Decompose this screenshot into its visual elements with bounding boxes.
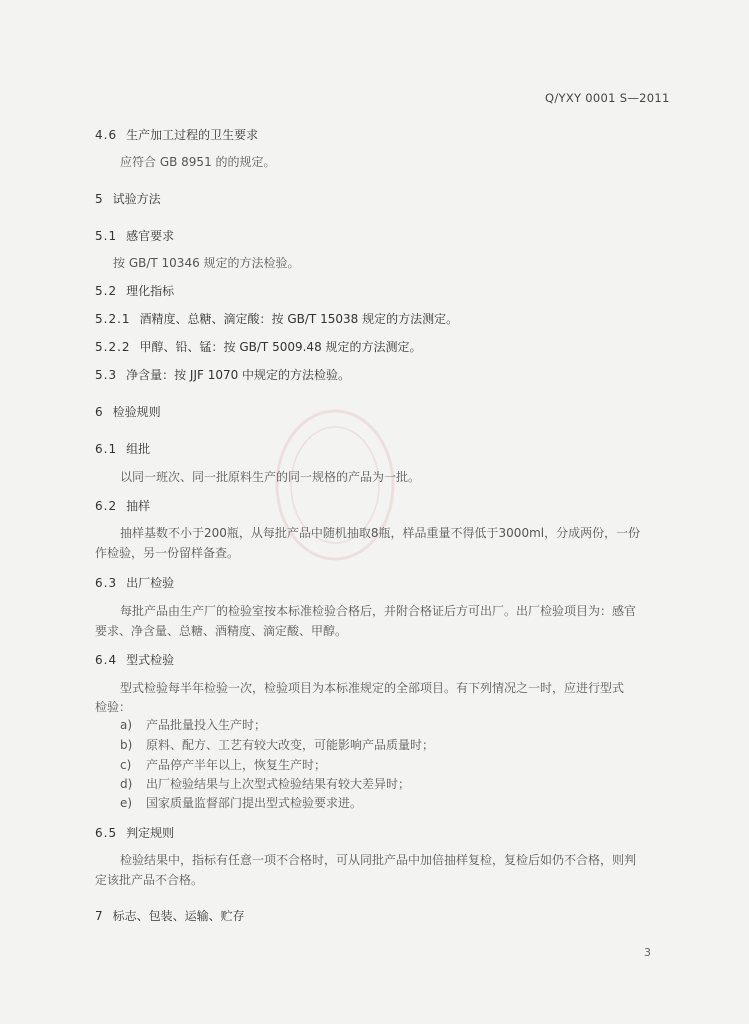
section-5-1-body: 按 GB/T 10346 规定的方法检验。: [113, 256, 300, 270]
section-6-2-heading: [95, 500, 150, 512]
list-item: [120, 759, 326, 771]
section-number: 6.2: [95, 499, 118, 513]
section-title: 理化指标: [126, 284, 175, 298]
section-5-heading: [95, 193, 161, 205]
section-title: 判定规则: [126, 826, 175, 840]
section-6-3-heading: [95, 577, 174, 589]
list-item-text: 出厂检验结果与上次型式检验结果有较大差异时；: [146, 777, 411, 791]
list-marker: b): [120, 738, 133, 752]
section-6-heading: [95, 406, 161, 418]
section-6-4-body-line-2: 检验：: [95, 700, 132, 714]
section-number: 6.3: [95, 576, 118, 590]
section-6-5-heading: [95, 827, 174, 839]
list-item: [120, 797, 362, 809]
section-4-6-body: 应符合 GB 8951 的的规定。: [120, 155, 276, 169]
section-text: 酒精度、总糖、滴定酸：按 GB/T 15038 规定的方法测定。: [139, 312, 459, 326]
list-item-text: 产品批量投入生产时；: [146, 718, 267, 732]
section-6-5-body-line-1: 检验结果中，指标有任意一项不合格时，可从同批产品中加倍抽样复检，复检后如仍不合格，则判: [120, 853, 637, 867]
section-6-4-body-line-1: 型式检验每半年检验一次，检验项目为本标准规定的全部项目。有下列情况之一时，应进行型式: [120, 681, 625, 695]
list-item: [120, 778, 410, 790]
list-marker: a): [120, 718, 133, 732]
list-item-text: 国家质量监督部门提出型式检验要求进。: [146, 796, 363, 810]
section-6-1-body: 以同一班次、同一批原料生产的同一规格的产品为一批。: [120, 470, 421, 484]
section-6-4-heading: [95, 654, 174, 666]
list-item: [120, 739, 434, 751]
section-6-3-body-line-1: 每批产品由生产厂的检验室按本标准检验合格后，并附合格证后方可出厂。出厂检验项目为：感官: [120, 604, 637, 618]
section-number: 5.1: [95, 229, 118, 243]
document-code: Q/YXY 0001 S—2011: [545, 91, 670, 105]
list-item-text: 原料、配方、工艺有较大改变，可能影响产品质量时；: [146, 738, 435, 752]
section-number: 5.2.2: [95, 340, 131, 354]
section-6-2-body-line-2: 作检验，另一份留样备查。: [95, 546, 240, 560]
list-marker: c): [120, 758, 132, 772]
section-5-2-heading: [95, 285, 174, 297]
section-number: 6.4: [95, 653, 118, 667]
section-5-2-1-line: [95, 313, 458, 325]
section-title: 型式检验: [126, 653, 175, 667]
section-title: 标志、包装、运输、贮存: [112, 909, 245, 923]
section-5-3-line: [95, 369, 350, 381]
section-title: 组批: [126, 442, 151, 456]
section-text: 甲醇、铅、锰：按 GB/T 5009.48 规定的方法测定。: [139, 340, 422, 354]
section-number: 5: [95, 192, 104, 206]
section-6-5-body-line-2: 定该批产品不合格。: [95, 873, 204, 887]
section-number: 5.3: [95, 368, 118, 382]
page-number: 3: [644, 946, 651, 959]
section-number: 4.6: [95, 128, 118, 142]
section-5-2-2-line: [95, 341, 422, 353]
section-title: 感官要求: [126, 229, 175, 243]
section-number: 6.1: [95, 442, 118, 456]
section-title: 生产加工过程的卫生要求: [126, 128, 259, 142]
section-text: 净含量：按 JJF 1070 中规定的方法检验。: [126, 368, 351, 382]
section-6-2-body-line-1: 抽样基数不小于200瓶，从每批产品中随机抽取8瓶，样品重量不得低于3000ml，分成两份，一份: [120, 526, 641, 540]
section-5-1-heading: [95, 230, 174, 242]
section-number: 7: [95, 909, 104, 923]
section-number: 6: [95, 405, 104, 419]
list-marker: e): [120, 796, 133, 810]
section-6-3-body-line-2: 要求、净含量、总糖、酒精度、滴定酸、甲醇。: [95, 624, 348, 638]
section-number: 5.2.1: [95, 312, 131, 326]
section-title: 出厂检验: [126, 576, 175, 590]
section-title: 抽样: [126, 499, 151, 513]
section-title: 试验方法: [112, 192, 161, 206]
faint-seal-mark: [270, 405, 400, 565]
section-6-1-heading: [95, 443, 150, 455]
list-item: [120, 719, 266, 731]
section-7-heading: [95, 910, 245, 922]
list-item-text: 产品停产半年以上，恢复生产时；: [146, 758, 327, 772]
section-number: 5.2: [95, 284, 118, 298]
list-marker: d): [120, 777, 133, 791]
section-title: 检验规则: [112, 405, 161, 419]
section-number: 6.5: [95, 826, 118, 840]
section-4-6-heading: [95, 129, 258, 141]
